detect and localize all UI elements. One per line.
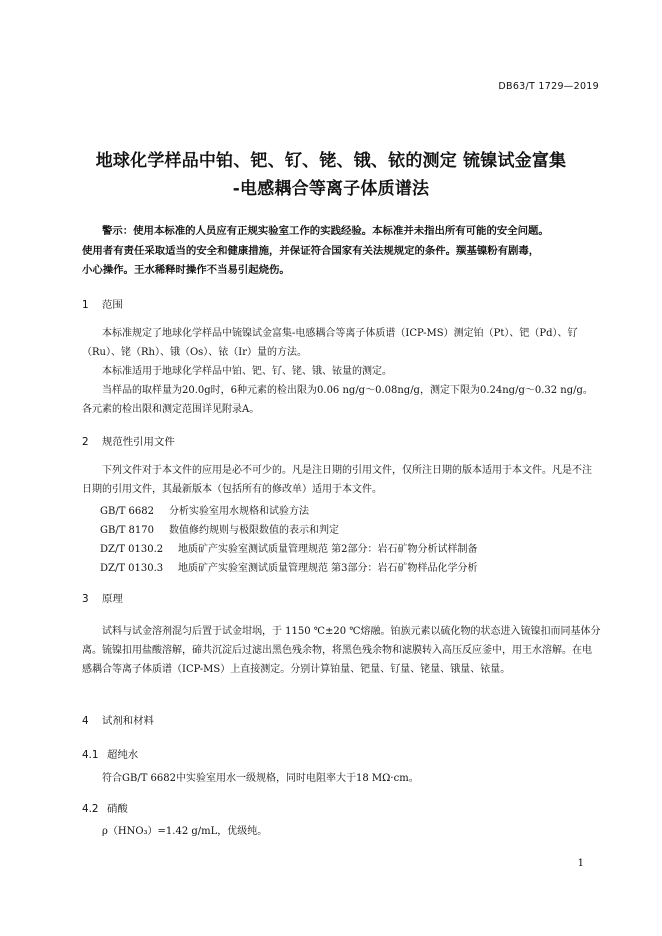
subsection-number: 4.2 (82, 803, 99, 815)
reference-name: 地质矿产实验室测试质量管理规范 第2部分：岩石矿物分析试样制备 (178, 544, 478, 555)
section-3-heading (82, 590, 123, 605)
subsection-4-1-body (82, 769, 601, 788)
section-title: 范围 (102, 299, 123, 311)
section-3-body (82, 622, 601, 679)
section-1-body (82, 324, 601, 419)
document-code: DB63/T 1729—2019 (498, 81, 599, 92)
paragraph: 符合GB/T 6682中实验室用水一级规格，同时电阻率大于18 MΩ·cm。 (102, 773, 419, 784)
warning-line-3: 小心操作。王水稀释时操作不当易引起烧伤。 (82, 264, 290, 276)
reference-item (100, 502, 309, 517)
subsection-4-2-body (82, 822, 601, 841)
section-1-heading (82, 296, 123, 311)
warning-line-1: 警示：使用本标准的人员应有正规实验室工作的实践经验。本标准并未指出所有可能的安全问题。 (102, 225, 549, 237)
reference-item (100, 521, 339, 536)
section-number: 2 (82, 436, 89, 448)
section-number: 1 (82, 299, 89, 311)
paragraph: ρ（HNO₃）=1.42 g/mL，优级纯。 (102, 826, 268, 837)
title-line-2: -电感耦合等离子体质谱法 (232, 179, 430, 199)
section-4-heading (82, 712, 154, 727)
subsection-number: 4.1 (82, 749, 99, 761)
reference-code: GB/T 6682 (100, 506, 155, 517)
warning-line-2: 使用者有责任采取适当的安全和健康措施，并保证符合国家有关法规规定的条件。羰基镍粉有剧毒， (82, 244, 540, 257)
subsection-title: 硝酸 (107, 803, 128, 815)
paragraph: 下列文件对于本文件的应用是必不可少的。凡是注日期的引用文件，仅所注日期的版本适用于本文件。凡是不注日期的引用文件，其最新版本（包括所有的修改单）适用于本文件。 (82, 465, 592, 495)
subsection-4-1-heading (82, 746, 138, 761)
paragraph: 当样品的取样量为20.0g时，6种元素的检出限为0.06 ng/g～0.08ng/g，测定下限为0.24ng/g～0.32 ng/g。各元素的检出限和测定范围详见附录A。 (82, 385, 593, 415)
section-title: 原理 (102, 593, 123, 605)
reference-code: DZ/T 0130.2 (100, 544, 164, 555)
section-number: 3 (82, 593, 89, 605)
reference-item (100, 540, 478, 555)
section-2-body (82, 461, 601, 499)
section-title: 规范性引用文件 (102, 436, 175, 448)
reference-name: 地质矿产实验室测试质量管理规范 第3部分：岩石矿物样品化学分析 (178, 563, 478, 574)
reference-code: DZ/T 0130.3 (100, 563, 164, 574)
subsection-title: 超纯水 (107, 749, 139, 761)
paragraph: 本标准适用于地球化学样品中铂、钯、钌、铑、锇、铱量的测定。 (102, 366, 392, 377)
subsection-4-2-heading (82, 800, 128, 815)
reference-name: 数值修约规则与极限数值的表示和判定 (169, 525, 339, 536)
reference-item (100, 559, 478, 574)
paragraph: 本标准规定了地球化学样品中锍镍试金富集-电感耦合等离子体质谱（ICP-MS）测定铂（Pt）、钯（Pd）、钌（Ru）、铑（Rh）、锇（Os）、铱（Ir）量的方法。 (82, 328, 578, 358)
safety-warning (82, 222, 602, 281)
section-2-heading (82, 433, 175, 448)
section-number: 4 (82, 715, 89, 727)
section-title: 试剂和材料 (102, 715, 154, 727)
paragraph: 试料与试金溶剂混匀后置于试金坩埚，于 1150 ℃±20 ℃熔融。铂族元素以硫化物的状态进入锍镍扣而同基体分离。锍镍扣用盐酸溶解，碲共沉淀后过滤出黑色残余物，将黑色残余物和滤膜转入高压反应釜中，用王水溶解。在电感耦合等离子体质谱（ICP-MS）上直接测定。分别计算铂量、钯量、钌量、铑量、锇量、铱量。 (82, 626, 601, 675)
page-number: 1 (577, 858, 584, 869)
title-line-1: 地球化学样品中铂、钯、钌、铑、锇、铱的测定 锍镍试金富集 (95, 151, 567, 171)
reference-name: 分析实验室用水规格和试验方法 (169, 506, 309, 517)
reference-code: GB/T 8170 (100, 525, 155, 536)
